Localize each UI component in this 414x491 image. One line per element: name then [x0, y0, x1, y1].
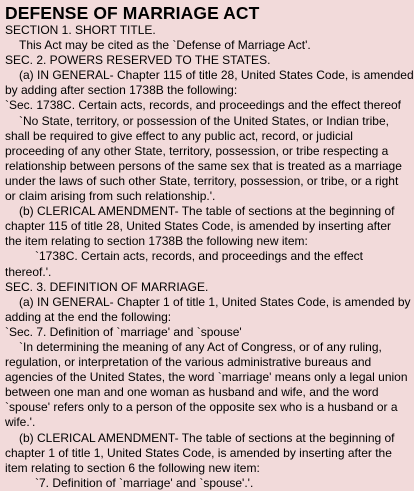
- document-line: item relating to section 6 the following new item:: [5, 460, 260, 475]
- document-line: thereof.'.: [5, 264, 52, 279]
- document-line: chapter 115 of title 28, United States Code, is amended by inserting after: [5, 219, 392, 234]
- document-line: agencies of the United States, the word `marriage' means only a legal union: [5, 370, 408, 385]
- document-line: `Sec. 7. Definition of `marriage' and `spouse': [5, 324, 242, 339]
- document-line: SEC. 2. POWERS RESERVED TO THE STATES.: [5, 53, 271, 68]
- document-line: `7. Definition of `marriage' and `spouse'.'.: [35, 475, 254, 490]
- document-line: `In determining the meaning of any Act of Congress, or of any ruling,: [19, 339, 382, 354]
- document-line: `Sec. 1738C. Certain acts, records, and proceedings and the effect thereof: [5, 98, 402, 113]
- document-line: (b) CLERICAL AMENDMENT- The table of sections at the beginning of: [19, 204, 395, 219]
- document-line: SECTION 1. SHORT TITLE.: [5, 23, 156, 37]
- document-line: `1738C. Certain acts, records, and proceedings and the effect: [35, 249, 363, 264]
- document-line: under the laws of such other State, territory, possession, or tribe, or a right: [5, 173, 399, 188]
- document-line: relationship between persons of the same sex that is treated as a marriage: [5, 158, 402, 173]
- document-line: by adding after section 1738B the following:: [5, 83, 238, 98]
- document-line: wife.'.: [5, 415, 36, 430]
- document-body: [5, 23, 414, 491]
- document-line: This Act may be cited as the `Defense of Marriage Act'.: [19, 38, 311, 53]
- document-line: proceeding of any other State, territory, possession, or tribe respecting a: [5, 143, 389, 158]
- document-line: chapter 1 of title 1, United States Code, is amended by inserting after the: [5, 445, 392, 460]
- document-line: SEC. 3. DEFINITION OF MARRIAGE.: [5, 279, 209, 294]
- document-line: shall be required to give effect to any public act, record, or judicial: [5, 128, 353, 143]
- document-line: the item relating to section 1738B the following new item:: [5, 234, 308, 249]
- document-line: (b) CLERICAL AMENDMENT- The table of sections at the beginning of: [19, 430, 395, 445]
- document-line: `No State, territory, or possession of the United States, or Indian tribe,: [19, 113, 389, 128]
- document-line: or claim arising from such relationship.'.: [5, 189, 216, 204]
- document-title: DEFENSE OF MARRIAGE ACT: [5, 3, 260, 23]
- document-line: (a) IN GENERAL- Chapter 1 of title 1, United States Code, is amended by: [19, 294, 411, 309]
- document-line: regulation, or interpretation of the various administrative bureaus and: [5, 355, 372, 370]
- document-line: (a) IN GENERAL- Chapter 115 of title 28, United States Code, is amended: [19, 68, 414, 83]
- document-line: adding at the end the following:: [5, 309, 172, 324]
- document-line: `spouse' refers only to a person of the opposite sex who is a husband or a: [5, 400, 398, 415]
- document-line: between one man and one woman as husband and wife, and the word: [5, 385, 379, 400]
